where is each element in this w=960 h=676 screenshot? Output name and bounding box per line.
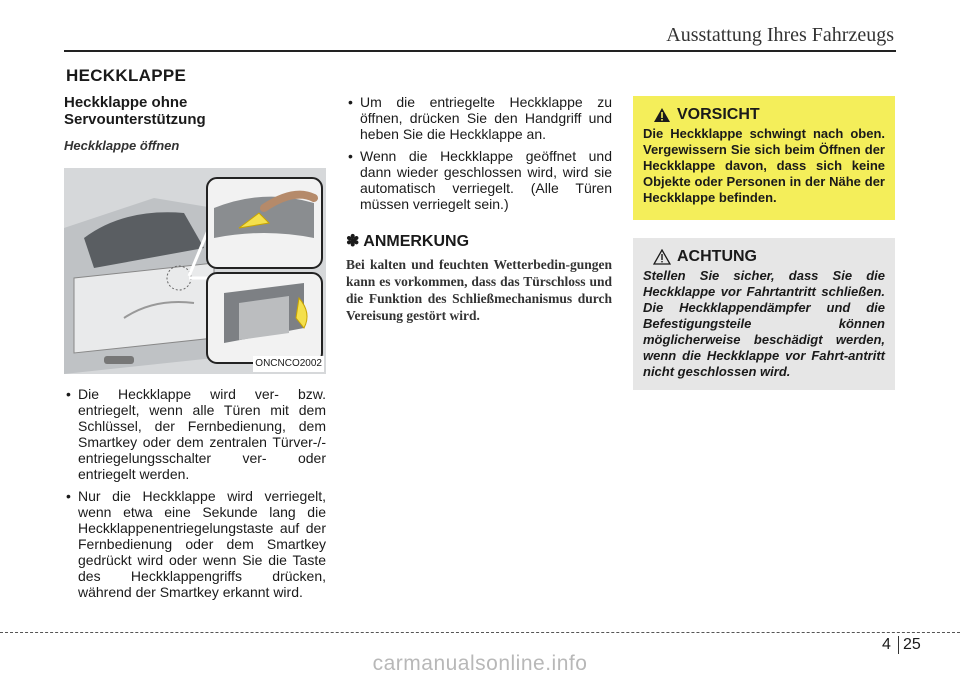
caution-body: Die Heckklappe schwingt nach oben. Vergewissern Sie sich beim Öffnen der Heckklappe davon, dass sich keine Objekte oder Personen in der Nähe der Heckklappe befinden.	[643, 126, 885, 205]
list-item: • Wenn die Heckklappe geöffnet und dann wieder geschlossen wird, wird sie automatisch verriegelt. (Alle Türen müssen verriegelt sein.)	[346, 148, 612, 212]
caution-box	[633, 96, 895, 220]
tailgate-illustration	[64, 168, 326, 374]
note-body: Bei kalten und feuchten Wetterbedin-gungen kann es vorkommen, dass das Türschloss und die Funktion des Schließmechanismus durch Vereisung gestört wird.	[346, 257, 612, 323]
list-item: • Um die entriegelte Heckklappe zu öffnen, drücken Sie den Handgriff und heben Sie die Heckklappe an.	[346, 94, 612, 142]
left-column	[64, 94, 326, 606]
warning-header	[653, 248, 885, 266]
warning-triangle-outline-icon	[653, 249, 671, 265]
watermark: carmanualsonline.info	[372, 652, 588, 675]
sub-subsection-heading: Heckklappe öffnen	[64, 138, 180, 153]
footer-rule	[0, 632, 960, 633]
tailgate-drawing	[64, 168, 326, 374]
warning-box	[633, 238, 895, 390]
left-bullet-list	[64, 386, 326, 600]
list-item: • Nur die Heckklappe wird verriegelt, wenn etwa eine Sekunde lang die Heckklappenentriegelungstaste auf der Fernbedienung oder dem Smartkey gedrückt wird oder wenn Sie die Taste des Heckklappengriffs drücken, während der Smartkey erkannt wird.	[64, 488, 326, 600]
warning-triangle-icon	[653, 107, 671, 123]
note-title: ✽ ANMERKUNG	[346, 233, 470, 250]
section-title: HECKKLAPPE	[66, 66, 187, 85]
page-number: 25	[898, 636, 921, 654]
caution-header	[653, 106, 885, 124]
chapter-number: 4	[882, 636, 891, 653]
list-item: • Die Heckklappe wird ver- bzw. entriegelt, wenn alle Türen mit dem Schlüssel, der Fernbedienung, dem Smartkey oder dem zentralen Türver-/-entriegelungsschalter ver- oder entriegelt werden.	[64, 386, 326, 482]
running-header: Ausstattung Ihres Fahrzeugs	[666, 24, 894, 46]
subsection-heading: Heckklappe ohne Servounterstützung	[64, 94, 206, 128]
caution-title: VORSICHT	[677, 106, 760, 123]
middle-bullet-list	[346, 94, 612, 212]
warning-body: Stellen Sie sicher, dass Sie die Heckklappe vor Fahrtantritt schließen. Die Heckklappendämpfer und die Befestigungsteile können möglicherweise beschädigt werden, wenn die Heckklappe vor Fahrt-antritt nicht geschlossen wird.	[643, 268, 885, 379]
figure-caption: ONCNCO2002	[253, 356, 324, 372]
warning-title: ACHTUNG	[677, 248, 757, 265]
middle-column	[346, 94, 612, 324]
header-rule	[64, 50, 896, 52]
